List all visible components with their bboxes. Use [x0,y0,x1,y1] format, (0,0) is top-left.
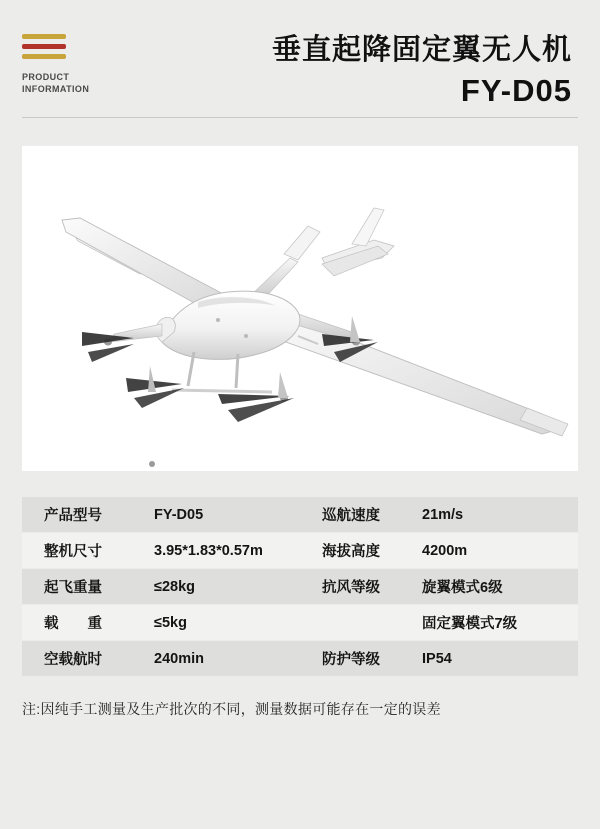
spec-value-dimensions: 3.95*1.83*0.57m [154,533,322,569]
spec-value-wind-resistance-fixed-wing: 固定翼模式7级 [422,605,578,641]
spec-label-dimensions: 整机尺寸 [22,533,154,569]
brand-label-line1: PRODUCT [22,72,70,82]
spec-table [22,497,578,677]
product-image [22,146,578,471]
drone-illustration [22,146,578,471]
page-header [0,0,600,118]
spec-value-payload: ≤5kg [154,605,322,641]
spec-label-empty [322,605,422,641]
table-row [22,605,578,641]
brand-label [22,71,114,95]
spec-value-ip-rating: IP54 [422,641,578,677]
title-model: FY-D05 [460,73,572,108]
brand-label-line2: INFORMATION [22,84,90,94]
table-row [22,569,578,605]
table-row [22,497,578,533]
spec-label-altitude: 海拔高度 [322,533,422,569]
spec-label-ip-rating: 防护等级 [322,641,422,677]
spec-label-cruise-speed: 巡航速度 [322,497,422,533]
spec-label-wind-resistance: 抗风等级 [322,569,422,605]
spec-label-endurance: 空载航时 [22,641,154,677]
page-title [272,28,572,110]
brand-bars-icon [22,34,114,59]
spec-value-cruise-speed: 21m/s [422,497,578,533]
spec-label-takeoff-weight: 起飞重量 [22,569,154,605]
spec-value-wind-resistance-rotor: 旋翼模式6级 [422,569,578,605]
footnote: 注:因纯手工测量及生产批次的不同，测量数据可能存在一定的误差 [22,701,441,717]
spec-value-altitude: 4200m [422,533,578,569]
title-chinese: 垂直起降固定翼无人机 [271,34,572,66]
spec-label-model: 产品型号 [22,497,154,533]
spec-value-endurance: 240min [154,641,322,677]
spec-label-payload: 载 重 [22,605,154,641]
header-divider [22,117,578,118]
spec-value-takeoff-weight: ≤28kg [154,569,322,605]
brand-block [22,28,114,95]
table-row [22,641,578,677]
table-row [22,533,578,569]
spec-table-body [22,497,578,677]
spec-value-model: FY-D05 [154,497,322,533]
